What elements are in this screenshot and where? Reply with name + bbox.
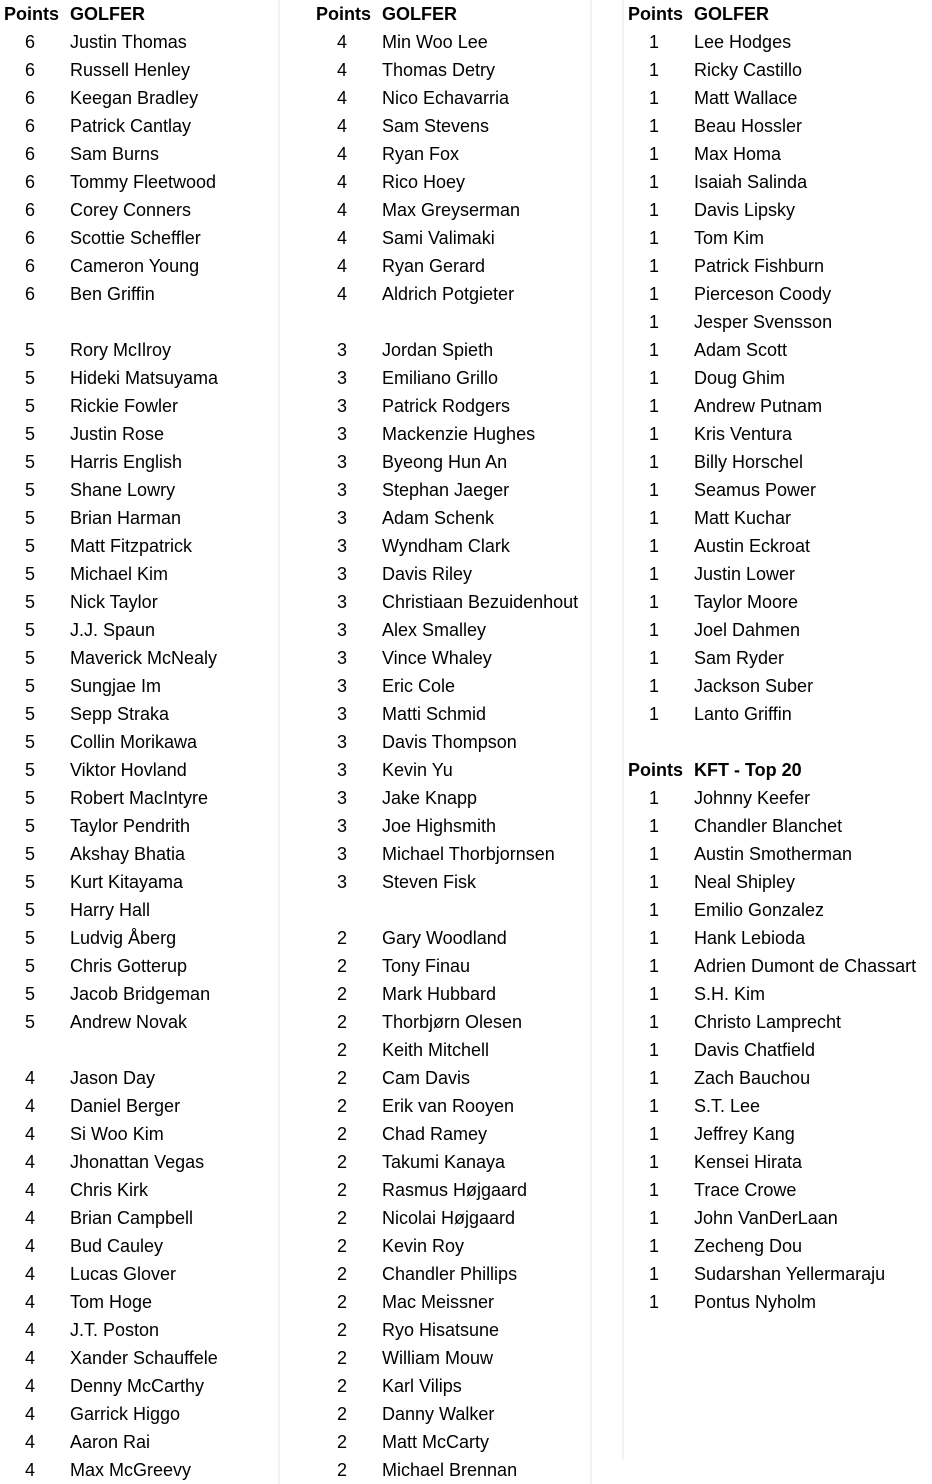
points-value: 2 — [336, 1460, 347, 1480]
golfer-name: Sam Ryder — [694, 648, 785, 668]
points-value: 1 — [648, 704, 659, 724]
column-divider — [278, 0, 280, 1484]
points-value: 3 — [336, 760, 347, 780]
points-value: 1 — [648, 200, 659, 220]
points-value: 5 — [24, 648, 35, 668]
golfer-name: Adam Schenk — [382, 508, 495, 528]
points-header: Points — [628, 4, 684, 24]
points-value: 1 — [648, 592, 659, 612]
golfer-name: Tony Finau — [382, 956, 471, 976]
golfer-name: Thomas Detry — [382, 60, 496, 80]
points-value: 3 — [336, 788, 347, 808]
points-value: 2 — [336, 1376, 347, 1396]
golfer-name: Gary Woodland — [382, 928, 507, 948]
points-value: 4 — [336, 88, 347, 108]
golfer-name: Corey Conners — [70, 200, 192, 220]
golfer-name: Aldrich Potgieter — [382, 284, 515, 304]
points-value: 5 — [24, 424, 35, 444]
golfer-name: Matt Fitzpatrick — [70, 536, 193, 556]
golfer-name: Matt McCarty — [382, 1432, 490, 1452]
golfer-name: Jason Day — [70, 1068, 156, 1088]
golfer-name: Erik van Rooyen — [382, 1096, 515, 1116]
golfer-name: Justin Lower — [694, 564, 796, 584]
golfer-name: Hank Lebioda — [694, 928, 806, 948]
golfer-name: Pierceson Coody — [694, 284, 832, 304]
golfer-name: Max Greyserman — [382, 200, 521, 220]
golfer-name: Michael Thorbjornsen — [382, 844, 555, 864]
golfer-name: Isaiah Salinda — [694, 172, 808, 192]
points-value: 3 — [336, 536, 347, 556]
golfer-name: Brian Harman — [70, 508, 182, 528]
golfer-name: Sudarshan Yellermaraju — [694, 1264, 886, 1284]
golfer-name: Kevin Roy — [382, 1236, 465, 1256]
golfer-name: Ryo Hisatsune — [382, 1320, 500, 1340]
points-value: 3 — [336, 620, 347, 640]
golfer-name: Lucas Glover — [70, 1264, 177, 1284]
points-value: 2 — [336, 1124, 347, 1144]
golfer-name: Jacob Bridgeman — [70, 984, 211, 1004]
golfer-name: John VanDerLaan — [694, 1208, 838, 1228]
golfer-name: Akshay Bhatia — [70, 844, 186, 864]
golfer-name: Tommy Fleetwood — [70, 172, 217, 192]
points-value: 5 — [24, 816, 35, 836]
points-value: 1 — [648, 1208, 659, 1228]
golfer-name: Sungjae Im — [70, 676, 162, 696]
points-value: 5 — [24, 564, 35, 584]
golfer-name: Scottie Scheffler — [70, 228, 201, 248]
golfer-name: Maverick McNealy — [70, 648, 218, 668]
points-value: 1 — [648, 984, 659, 1004]
points-value: 5 — [24, 732, 35, 752]
golfer-name: Emiliano Grillo — [382, 368, 499, 388]
points-value: 5 — [24, 760, 35, 780]
golfer-name: Sam Stevens — [382, 116, 490, 136]
golfer-name: S.T. Lee — [694, 1096, 761, 1116]
points-value: 1 — [648, 928, 659, 948]
column-divider — [590, 0, 592, 1484]
golfer-name: Jackson Suber — [694, 676, 814, 696]
golfer-name: S.H. Kim — [694, 984, 766, 1004]
points-value: 3 — [336, 508, 347, 528]
points-value: 5 — [24, 368, 35, 388]
golfer-name: Ben Griffin — [70, 284, 155, 304]
golfer-name: Tom Kim — [694, 228, 765, 248]
points-value: 4 — [24, 1068, 35, 1088]
golfer-name: Adrien Dumont de Chassart — [694, 956, 917, 976]
golfer-name: Cam Davis — [382, 1068, 471, 1088]
golfer-name: Lanto Griffin — [694, 704, 792, 724]
golfer-name: Chris Kirk — [70, 1180, 149, 1200]
golfer-name: Matt Kuchar — [694, 508, 792, 528]
golfer-name: Sam Burns — [70, 144, 160, 164]
golfer-name: Kurt Kitayama — [70, 872, 184, 892]
golfer-name: Ryan Fox — [382, 144, 460, 164]
golfer-name: Andrew Putnam — [694, 396, 823, 416]
golfer-name: Lee Hodges — [694, 32, 792, 52]
points-value: 2 — [336, 1208, 347, 1228]
points-value: 5 — [24, 872, 35, 892]
golfer-name: Trace Crowe — [694, 1180, 797, 1200]
points-value: 2 — [336, 1236, 347, 1256]
golfer-name: Shane Lowry — [70, 480, 176, 500]
golfer-name: Kris Ventura — [694, 424, 793, 444]
points-value: 4 — [24, 1292, 35, 1312]
golfer-name: Davis Riley — [382, 564, 473, 584]
golfer-name: Kevin Yu — [382, 760, 453, 780]
points-value: 5 — [24, 984, 35, 1004]
golfer-name: Robert MacIntyre — [70, 788, 209, 808]
points-value: 1 — [648, 228, 659, 248]
points-value: 3 — [336, 732, 347, 752]
golfer-name: Mark Hubbard — [382, 984, 497, 1004]
points-value: 5 — [24, 536, 35, 556]
golfer-name: Austin Smotherman — [694, 844, 853, 864]
points-value: 2 — [336, 1068, 347, 1088]
golfer-name: Mac Meissner — [382, 1292, 495, 1312]
points-value: 6 — [24, 172, 35, 192]
golfer-name: Davis Chatfield — [694, 1040, 816, 1060]
points-value: 1 — [648, 508, 659, 528]
golfer-name: Chandler Blanchet — [694, 816, 843, 836]
points-value: 5 — [24, 340, 35, 360]
golfer-name: Xander Schauffele — [70, 1348, 218, 1368]
points-value: 4 — [24, 1432, 35, 1452]
points-value: 1 — [648, 32, 659, 52]
points-value: 1 — [648, 1236, 659, 1256]
points-value: 1 — [648, 1068, 659, 1088]
points-value: 2 — [336, 1040, 347, 1060]
golfer-name: Zecheng Dou — [694, 1236, 803, 1256]
points-value: 4 — [336, 256, 347, 276]
points-value: 1 — [648, 1264, 659, 1284]
golfer-name: Keegan Bradley — [70, 88, 199, 108]
points-value: 4 — [24, 1460, 35, 1480]
points-value: 1 — [648, 564, 659, 584]
points-value: 3 — [336, 592, 347, 612]
golfer-name: Ludvig Åberg — [70, 928, 177, 948]
golfer-name: Karl Vilips — [382, 1376, 462, 1396]
points-value: 3 — [336, 872, 347, 892]
golfer-name: Chad Ramey — [382, 1124, 488, 1144]
points-value: 5 — [24, 676, 35, 696]
golfer-name: Chris Gotterup — [70, 956, 188, 976]
golfer-name: Mackenzie Hughes — [382, 424, 536, 444]
points-value: 1 — [648, 172, 659, 192]
points-value: 3 — [336, 368, 347, 388]
points-value: 1 — [648, 284, 659, 304]
points-value: 1 — [648, 1124, 659, 1144]
points-value: 2 — [336, 1292, 347, 1312]
golfer-name: Matti Schmid — [382, 704, 487, 724]
points-value: 4 — [336, 32, 347, 52]
golfer-name: Andrew Novak — [70, 1012, 188, 1032]
golfer-name: Nico Echavarria — [382, 88, 510, 108]
points-value: 4 — [24, 1152, 35, 1172]
points-value: 5 — [24, 956, 35, 976]
golfer-name: Russell Henley — [70, 60, 191, 80]
points-value: 1 — [648, 1096, 659, 1116]
golfer-name: Vince Whaley — [382, 648, 492, 668]
points-value: 6 — [24, 256, 35, 276]
golfer-name: J.T. Poston — [70, 1320, 160, 1340]
points-value: 6 — [24, 88, 35, 108]
golfer-name: Stephan Jaeger — [382, 480, 510, 500]
points-value: 5 — [24, 788, 35, 808]
points-value: 2 — [336, 984, 347, 1004]
points-value: 4 — [336, 284, 347, 304]
golfer-name: Steven Fisk — [382, 872, 477, 892]
points-value: 1 — [648, 144, 659, 164]
points-value: 1 — [648, 872, 659, 892]
points-value: 1 — [648, 368, 659, 388]
points-value: 4 — [24, 1404, 35, 1424]
golfer-name: Rasmus Højgaard — [382, 1180, 528, 1200]
points-value: 6 — [24, 32, 35, 52]
golfer-name: Byeong Hun An — [382, 452, 508, 472]
points-value: 1 — [648, 60, 659, 80]
points-value: 4 — [336, 116, 347, 136]
golfer-name: J.J. Spaun — [70, 620, 156, 640]
points-value: 5 — [24, 480, 35, 500]
golfer-name: Bud Cauley — [70, 1236, 164, 1256]
points-value: 1 — [648, 788, 659, 808]
points-value: 5 — [24, 452, 35, 472]
golfer-name: Hideki Matsuyama — [70, 368, 219, 388]
points-value: 6 — [24, 60, 35, 80]
points-value: 2 — [336, 1404, 347, 1424]
golfer-name: Christo Lamprecht — [694, 1012, 842, 1032]
golfer-name: Brian Campbell — [70, 1208, 194, 1228]
points-value: 4 — [24, 1096, 35, 1116]
points-value: 2 — [336, 1096, 347, 1116]
points-value: 1 — [648, 648, 659, 668]
points-value: 5 — [24, 592, 35, 612]
golfer-name: Nick Taylor — [70, 592, 158, 612]
golfer-name: Ricky Castillo — [694, 60, 803, 80]
golfer-name: Emilio Gonzalez — [694, 900, 825, 920]
points-value: 3 — [336, 704, 347, 724]
points-value: 3 — [336, 648, 347, 668]
points-value: 3 — [336, 816, 347, 836]
golfer-name: Justin Thomas — [70, 32, 187, 52]
golfer-name: Davis Lipsky — [694, 200, 796, 220]
points-value: 4 — [336, 144, 347, 164]
golfer-header: GOLFER — [70, 4, 145, 24]
golfer-name: Chandler Phillips — [382, 1264, 518, 1284]
points-value: 2 — [336, 1320, 347, 1340]
points-value: 2 — [336, 956, 347, 976]
points-value: 4 — [24, 1348, 35, 1368]
golfer-name: Jordan Spieth — [382, 340, 494, 360]
points-header: Points — [4, 4, 60, 24]
golfer-name: Sami Valimaki — [382, 228, 495, 248]
points-value: 2 — [336, 1180, 347, 1200]
golfer-name: Pontus Nyholm — [694, 1292, 817, 1312]
golfer-name: Davis Thompson — [382, 732, 517, 752]
golfer-name: Matt Wallace — [694, 88, 798, 108]
golfer-name: Denny McCarthy — [70, 1376, 205, 1396]
points-value: 1 — [648, 956, 659, 976]
points-value: 4 — [24, 1376, 35, 1396]
points-value: 4 — [24, 1264, 35, 1284]
points-value: 1 — [648, 1012, 659, 1032]
golfer-name: Patrick Rodgers — [382, 396, 511, 416]
golfer-name: Sepp Straka — [70, 704, 170, 724]
points-value: 2 — [336, 1432, 347, 1452]
points-value: 2 — [336, 1348, 347, 1368]
points-value: 1 — [648, 536, 659, 556]
golfer-name: Taylor Pendrith — [70, 816, 191, 836]
golfer-name: Garrick Higgo — [70, 1404, 181, 1424]
points-value: 3 — [336, 480, 347, 500]
points-value: 1 — [648, 116, 659, 136]
points-value: 2 — [336, 1012, 347, 1032]
golfer-name: Eric Cole — [382, 676, 456, 696]
points-value: 1 — [648, 452, 659, 472]
points-value: 1 — [648, 424, 659, 444]
golfer-header: GOLFER — [694, 4, 769, 24]
points-value: 3 — [336, 424, 347, 444]
points-value: 2 — [336, 1152, 347, 1172]
points-value: 1 — [648, 1180, 659, 1200]
points-value: 3 — [336, 452, 347, 472]
points-value: 1 — [648, 396, 659, 416]
golfer-name: Alex Smalley — [382, 620, 487, 640]
golfer-name: Thorbjørn Olesen — [382, 1012, 523, 1032]
points-value: 1 — [648, 340, 659, 360]
golfer-name: Michael Kim — [70, 564, 169, 584]
points-value: 4 — [24, 1236, 35, 1256]
points-value: 1 — [648, 1152, 659, 1172]
points-value: 1 — [648, 1292, 659, 1312]
points-value: 2 — [336, 1264, 347, 1284]
golfer-name: Billy Horschel — [694, 452, 804, 472]
points-value: 1 — [648, 816, 659, 836]
golfer-name: Beau Hossler — [694, 116, 803, 136]
points-value: 1 — [648, 1040, 659, 1060]
golfer-name: Joe Highsmith — [382, 816, 497, 836]
golfer-name: Wyndham Clark — [382, 536, 510, 556]
golfer-name: Tom Hoge — [70, 1292, 153, 1312]
points-value: 5 — [24, 1012, 35, 1032]
points-value: 6 — [24, 144, 35, 164]
golfer-name: Jake Knapp — [382, 788, 478, 808]
points-value: 5 — [24, 928, 35, 948]
points-value: 6 — [24, 284, 35, 304]
golfer-name: Justin Rose — [70, 424, 165, 444]
golfer-name: Rory McIlroy — [70, 340, 172, 360]
points-value: 4 — [24, 1124, 35, 1144]
points-value: 3 — [336, 340, 347, 360]
points-value: 4 — [24, 1180, 35, 1200]
golfer-name: Ryan Gerard — [382, 256, 486, 276]
golfer-name: Max McGreevy — [70, 1460, 192, 1480]
points-value: 3 — [336, 676, 347, 696]
points-value: 6 — [24, 228, 35, 248]
points-value: 6 — [24, 200, 35, 220]
points-value: 4 — [336, 172, 347, 192]
golfer-name: Cameron Young — [70, 256, 200, 276]
golfer-name: Michael Brennan — [382, 1460, 518, 1480]
points-value: 4 — [24, 1320, 35, 1340]
golfer-name: Keith Mitchell — [382, 1040, 490, 1060]
golfer-name: Austin Eckroat — [694, 536, 811, 556]
golfer-name: Takumi Kanaya — [382, 1152, 506, 1172]
golfer-name: Nicolai Højgaard — [382, 1208, 516, 1228]
golfer-name: Rico Hoey — [382, 172, 466, 192]
points-value: 4 — [24, 1208, 35, 1228]
golfer-name: Harry Hall — [70, 900, 151, 920]
golfer-name: Harris English — [70, 452, 183, 472]
golfer-name: Danny Walker — [382, 1404, 495, 1424]
golfer-name: Collin Morikawa — [70, 732, 198, 752]
points-value: 2 — [336, 928, 347, 948]
golfer-name: Johnny Keefer — [694, 788, 811, 808]
golfer-name: Joel Dahmen — [694, 620, 801, 640]
golfer-name: Rickie Fowler — [70, 396, 179, 416]
golfer-name: Adam Scott — [694, 340, 788, 360]
golfer-name: Si Woo Kim — [70, 1124, 164, 1144]
golfer-name: Christiaan Bezuidenhout — [382, 592, 579, 612]
golfer-name: Daniel Berger — [70, 1096, 181, 1116]
points-value: 1 — [648, 676, 659, 696]
golfer-header: GOLFER — [382, 4, 457, 24]
golfer-name: Patrick Cantlay — [70, 116, 192, 136]
points-value: 4 — [336, 60, 347, 80]
golfer-name: Doug Ghim — [694, 368, 786, 388]
points-value: 1 — [648, 620, 659, 640]
golfer-name: Aaron Rai — [70, 1432, 151, 1452]
points-value: 1 — [648, 480, 659, 500]
points-value: 1 — [648, 844, 659, 864]
golfer-name: Seamus Power — [694, 480, 817, 500]
points-value: 3 — [336, 844, 347, 864]
points-value: 1 — [648, 88, 659, 108]
golfer-name: Patrick Fishburn — [694, 256, 825, 276]
points-value: 5 — [24, 396, 35, 416]
points-value: 1 — [648, 900, 659, 920]
points-value: 4 — [336, 200, 347, 220]
points-value: 5 — [24, 900, 35, 920]
golfer-name: Jesper Svensson — [694, 312, 833, 332]
points-value: 3 — [336, 396, 347, 416]
golfer-name: Jhonattan Vegas — [70, 1152, 205, 1172]
points-value: 3 — [336, 564, 347, 584]
golfer-name: Min Woo Lee — [382, 32, 488, 52]
golfer-name: Neal Shipley — [694, 872, 796, 892]
points-value: 4 — [336, 228, 347, 248]
points-value: 1 — [648, 256, 659, 276]
golfer-name: Max Homa — [694, 144, 782, 164]
points-value: 5 — [24, 844, 35, 864]
points-header: Points — [628, 760, 684, 780]
points-value: 5 — [24, 620, 35, 640]
points-value: 5 — [24, 704, 35, 724]
points-value: 1 — [648, 312, 659, 332]
golfer-name: William Mouw — [382, 1348, 494, 1368]
golfer-name: Viktor Hovland — [70, 760, 187, 780]
golfer-name: Jeffrey Kang — [694, 1124, 795, 1144]
points-header: Points — [316, 4, 372, 24]
points-value: 6 — [24, 116, 35, 136]
golfer-header: KFT - Top 20 — [694, 760, 802, 780]
golfer-name: Zach Bauchou — [694, 1068, 811, 1088]
golfer-name: Taylor Moore — [694, 592, 799, 612]
points-value: 5 — [24, 508, 35, 528]
golfer-name: Kensei Hirata — [694, 1152, 803, 1172]
